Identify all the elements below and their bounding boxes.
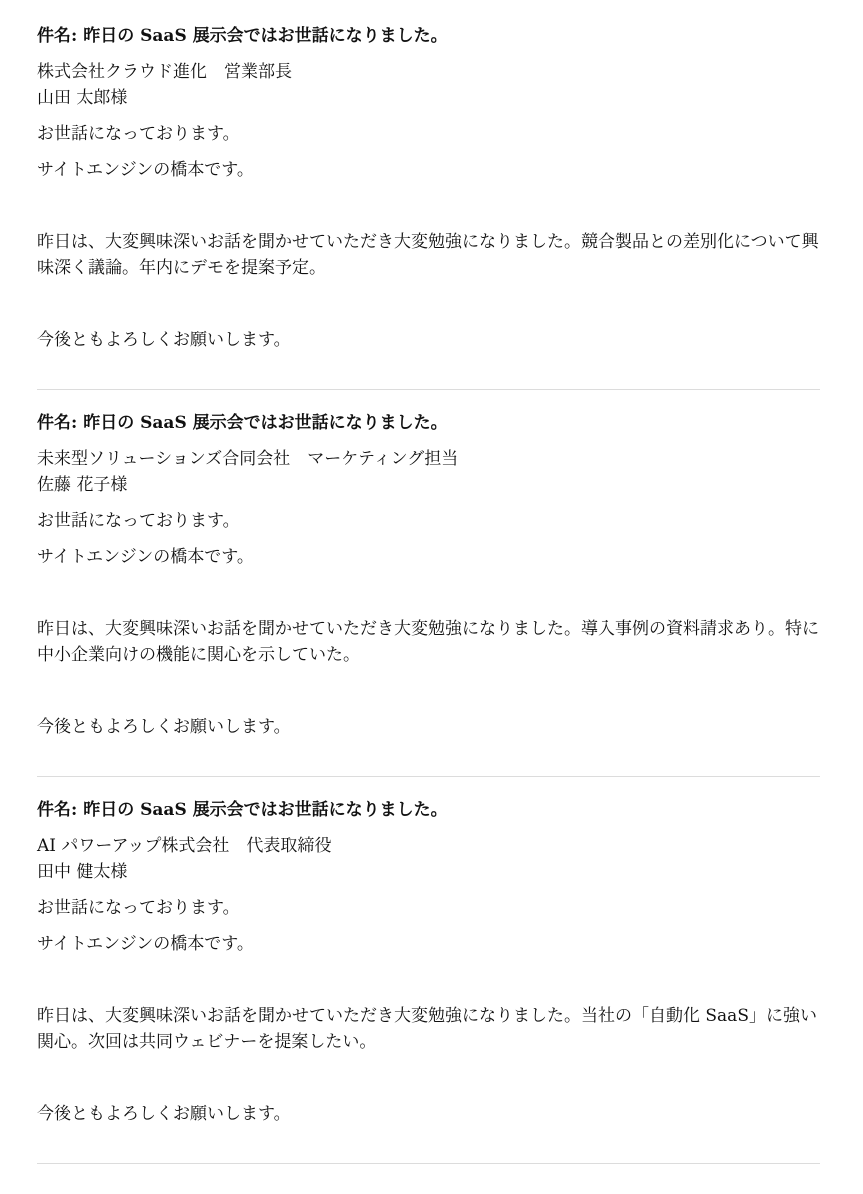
recipient-block — [37, 446, 820, 498]
self-introduction-line: サイトエンジンの橋本です。 — [37, 547, 254, 567]
closing-line: 今後ともよろしくお願いします。 — [37, 717, 291, 737]
subject-label: 件名: — [37, 26, 78, 46]
greeting-line: お世話になっております。 — [37, 511, 240, 531]
email-draft-3 — [37, 797, 820, 1127]
email-draft-1 — [37, 23, 820, 353]
subject-line — [37, 410, 820, 436]
self-introduction-line: サイトエンジンの橋本です。 — [37, 934, 254, 954]
subject-label: 件名: — [37, 413, 78, 433]
recipient-company: 未来型ソリューションズ合同会社 マーケティング担当 — [37, 449, 459, 469]
recipient-name: 佐藤 花子様 — [37, 475, 128, 495]
recipient-company: 株式会社クラウド進化 営業部長 — [37, 62, 292, 82]
subject-label: 件名: — [37, 800, 78, 820]
body-paragraph: 昨日は、大変興味深いお話を聞かせていただき大変勉強になりました。当社の「自動化 SaaS」に強い関心。次回は共同ウェビナーを提案したい。 — [37, 1006, 817, 1052]
section-divider — [37, 1163, 820, 1164]
recipient-block — [37, 59, 820, 111]
closing-line: 今後ともよろしくお願いします。 — [37, 330, 291, 350]
subject-text: 昨日の SaaS 展示会ではお世話になりました。 — [83, 800, 448, 820]
recipient-name: 田中 健太様 — [37, 862, 128, 882]
body-paragraph: 昨日は、大変興味深いお話を聞かせていただき大変勉強になりました。導入事例の資料請求あり。特に中小企業向けの機能に関心を示していた。 — [37, 619, 819, 665]
recipient-company: AI パワーアップ株式会社 代表取締役 — [37, 836, 332, 856]
subject-text: 昨日の SaaS 展示会ではお世話になりました。 — [83, 26, 448, 46]
closing-line: 今後ともよろしくお願いします。 — [37, 1104, 291, 1124]
recipient-name: 山田 太郎様 — [37, 88, 128, 108]
subject-line — [37, 23, 820, 49]
recipient-block — [37, 833, 820, 885]
email-drafts-document — [37, 23, 820, 1164]
self-introduction-line: サイトエンジンの橋本です。 — [37, 160, 254, 180]
body-paragraph: 昨日は、大変興味深いお話を聞かせていただき大変勉強になりました。競合製品との差別化について興味深く議論。年内にデモを提案予定。 — [37, 232, 819, 278]
greeting-line: お世話になっております。 — [37, 124, 240, 144]
subject-line — [37, 797, 820, 823]
subject-text: 昨日の SaaS 展示会ではお世話になりました。 — [83, 413, 448, 433]
email-draft-2 — [37, 410, 820, 740]
section-divider — [37, 389, 820, 390]
section-divider — [37, 776, 820, 777]
greeting-line: お世話になっております。 — [37, 898, 240, 918]
